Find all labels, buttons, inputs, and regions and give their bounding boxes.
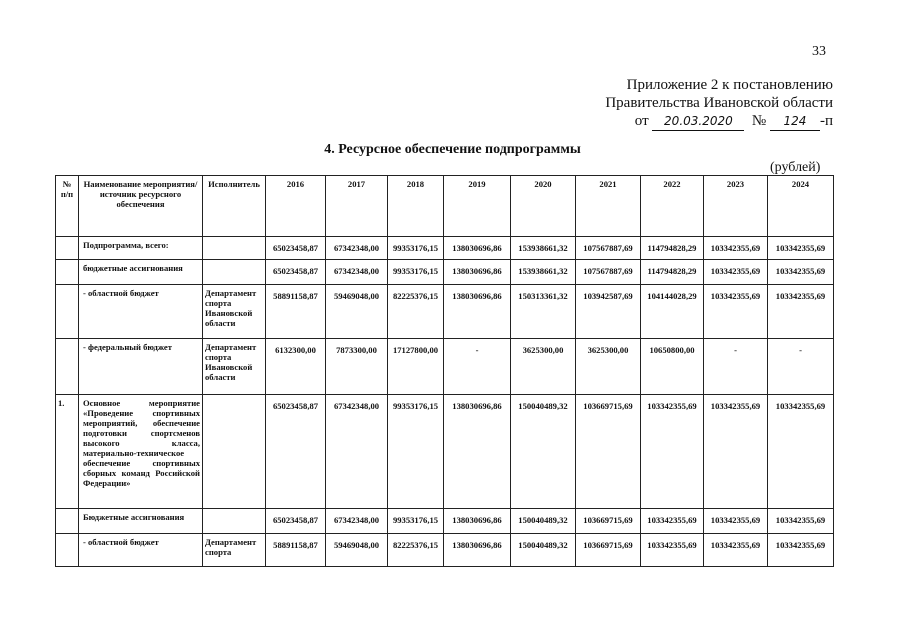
- table-header-row: [56, 176, 834, 237]
- appendix-line2: Правительства Ивановской области: [605, 95, 833, 111]
- table-row: [56, 509, 834, 534]
- unit-label: (рублей): [770, 160, 821, 175]
- value-cell: 114794828,29: [641, 260, 704, 285]
- value-cell: 103342355,69: [768, 395, 834, 509]
- value-cell: 150040489,32: [511, 534, 576, 567]
- value-cell: 67342348,00: [326, 509, 388, 534]
- value-cell: 138030696,86: [444, 237, 511, 260]
- value-cell: 99353176,15: [388, 509, 444, 534]
- value-cell: 10650800,00: [641, 339, 704, 395]
- value-cell: 103342355,69: [768, 534, 834, 567]
- value-cell: 17127800,00: [388, 339, 444, 395]
- value-cell: 99353176,15: [388, 260, 444, 285]
- value-cell: 103342355,69: [768, 285, 834, 339]
- value-cell: 150313361,32: [511, 285, 576, 339]
- value-cell: 114794828,29: [641, 237, 704, 260]
- value-cell: 3625300,00: [511, 339, 576, 395]
- from-label: от: [634, 113, 649, 129]
- table-row: [56, 285, 834, 339]
- value-cell: -: [768, 339, 834, 395]
- handwritten-number: 124: [770, 112, 820, 131]
- row-executor: [203, 260, 266, 285]
- value-cell: 103342355,69: [641, 534, 704, 567]
- value-cell: 103669715,69: [576, 395, 641, 509]
- table-row: [56, 260, 834, 285]
- value-cell: 138030696,86: [444, 534, 511, 567]
- value-cell: 65023458,87: [266, 395, 326, 509]
- appendix-line3: [605, 112, 833, 131]
- value-cell: 82225376,15: [388, 285, 444, 339]
- row-executor: [203, 395, 266, 509]
- value-cell: 103342355,69: [704, 260, 768, 285]
- value-cell: 138030696,86: [444, 285, 511, 339]
- appendix-line1: Приложение 2 к постановлению: [626, 77, 833, 93]
- row-executor: [203, 237, 266, 260]
- value-cell: 103342355,69: [641, 509, 704, 534]
- row-name: бюджетные ассигнования: [79, 260, 203, 285]
- column-header: 2016: [266, 176, 326, 237]
- value-cell: 104144028,29: [641, 285, 704, 339]
- value-cell: 150040489,32: [511, 509, 576, 534]
- column-header: 2019: [444, 176, 511, 237]
- value-cell: 65023458,87: [266, 260, 326, 285]
- column-header: 2021: [576, 176, 641, 237]
- value-cell: 58891158,87: [266, 534, 326, 567]
- value-cell: 59469048,00: [326, 285, 388, 339]
- value-cell: 150040489,32: [511, 395, 576, 509]
- column-header: 2020: [511, 176, 576, 237]
- section-title: 4. Ресурсное обеспечение подпрограммы: [324, 142, 581, 157]
- column-header: Наименование мероприятия/ источник ресурсного обеспечения: [79, 176, 203, 237]
- table-row: [56, 395, 834, 509]
- column-header: 2024: [768, 176, 834, 237]
- number-label: №: [751, 113, 767, 129]
- row-number: [56, 260, 79, 285]
- value-cell: 103342355,69: [704, 237, 768, 260]
- row-name: Бюджетные ассигнования: [79, 509, 203, 534]
- appendix-header: [605, 76, 833, 131]
- value-cell: 103342355,69: [704, 534, 768, 567]
- value-cell: 58891158,87: [266, 285, 326, 339]
- value-cell: 107567887,69: [576, 237, 641, 260]
- number-suffix: -п: [819, 113, 833, 129]
- table-row: [56, 534, 834, 567]
- row-number: [56, 285, 79, 339]
- row-executor: Департамент спорта: [203, 534, 266, 567]
- row-name: - областной бюджет: [79, 534, 203, 567]
- value-cell: 138030696,86: [444, 395, 511, 509]
- row-number: 1.: [56, 395, 79, 509]
- row-number: [56, 237, 79, 260]
- value-cell: 99353176,15: [388, 395, 444, 509]
- value-cell: 103342355,69: [704, 395, 768, 509]
- value-cell: 103342355,69: [641, 395, 704, 509]
- column-header: № п/п: [56, 176, 79, 237]
- value-cell: 65023458,87: [266, 509, 326, 534]
- table-row: [56, 237, 834, 260]
- table-row: [56, 339, 834, 395]
- value-cell: 67342348,00: [326, 395, 388, 509]
- value-cell: -: [444, 339, 511, 395]
- value-cell: 153938661,32: [511, 260, 576, 285]
- value-cell: 103342355,69: [704, 285, 768, 339]
- value-cell: 67342348,00: [326, 237, 388, 260]
- value-cell: 103342355,69: [704, 509, 768, 534]
- value-cell: 82225376,15: [388, 534, 444, 567]
- row-number: [56, 509, 79, 534]
- column-header: 2023: [704, 176, 768, 237]
- value-cell: 103669715,69: [576, 509, 641, 534]
- value-cell: -: [704, 339, 768, 395]
- value-cell: 65023458,87: [266, 237, 326, 260]
- column-header: 2017: [326, 176, 388, 237]
- row-executor: Департамент спорта Ивановской области: [203, 339, 266, 395]
- column-header: 2022: [641, 176, 704, 237]
- value-cell: 99353176,15: [388, 237, 444, 260]
- row-number: [56, 339, 79, 395]
- row-name: Подпрограмма, всего:: [79, 237, 203, 260]
- value-cell: 103342355,69: [768, 509, 834, 534]
- resource-table: [55, 175, 834, 567]
- value-cell: 138030696,86: [444, 260, 511, 285]
- value-cell: 103342355,69: [768, 260, 834, 285]
- value-cell: 67342348,00: [326, 260, 388, 285]
- row-executor: Департамент спорта Ивановской области: [203, 285, 266, 339]
- value-cell: 103342355,69: [768, 237, 834, 260]
- value-cell: 3625300,00: [576, 339, 641, 395]
- value-cell: 7873300,00: [326, 339, 388, 395]
- value-cell: 138030696,86: [444, 509, 511, 534]
- row-name: - федеральный бюджет: [79, 339, 203, 395]
- value-cell: 107567887,69: [576, 260, 641, 285]
- row-name: - областной бюджет: [79, 285, 203, 339]
- row-executor: [203, 509, 266, 534]
- value-cell: 59469048,00: [326, 534, 388, 567]
- value-cell: 153938661,32: [511, 237, 576, 260]
- column-header: 2018: [388, 176, 444, 237]
- row-number: [56, 534, 79, 567]
- value-cell: 103669715,69: [576, 534, 641, 567]
- handwritten-date: 20.03.2020: [652, 112, 744, 131]
- row-name: Основное мероприятие «Проведение спортивных мероприятий, обеспечение подготовки спортсменов высокого класса, материально-техническое обеспечение спортивных сборных команд Российской Федерации»: [79, 395, 203, 509]
- value-cell: 6132300,00: [266, 339, 326, 395]
- page-number: 33: [812, 44, 826, 59]
- value-cell: 103942587,69: [576, 285, 641, 339]
- column-header: Исполнитель: [203, 176, 266, 237]
